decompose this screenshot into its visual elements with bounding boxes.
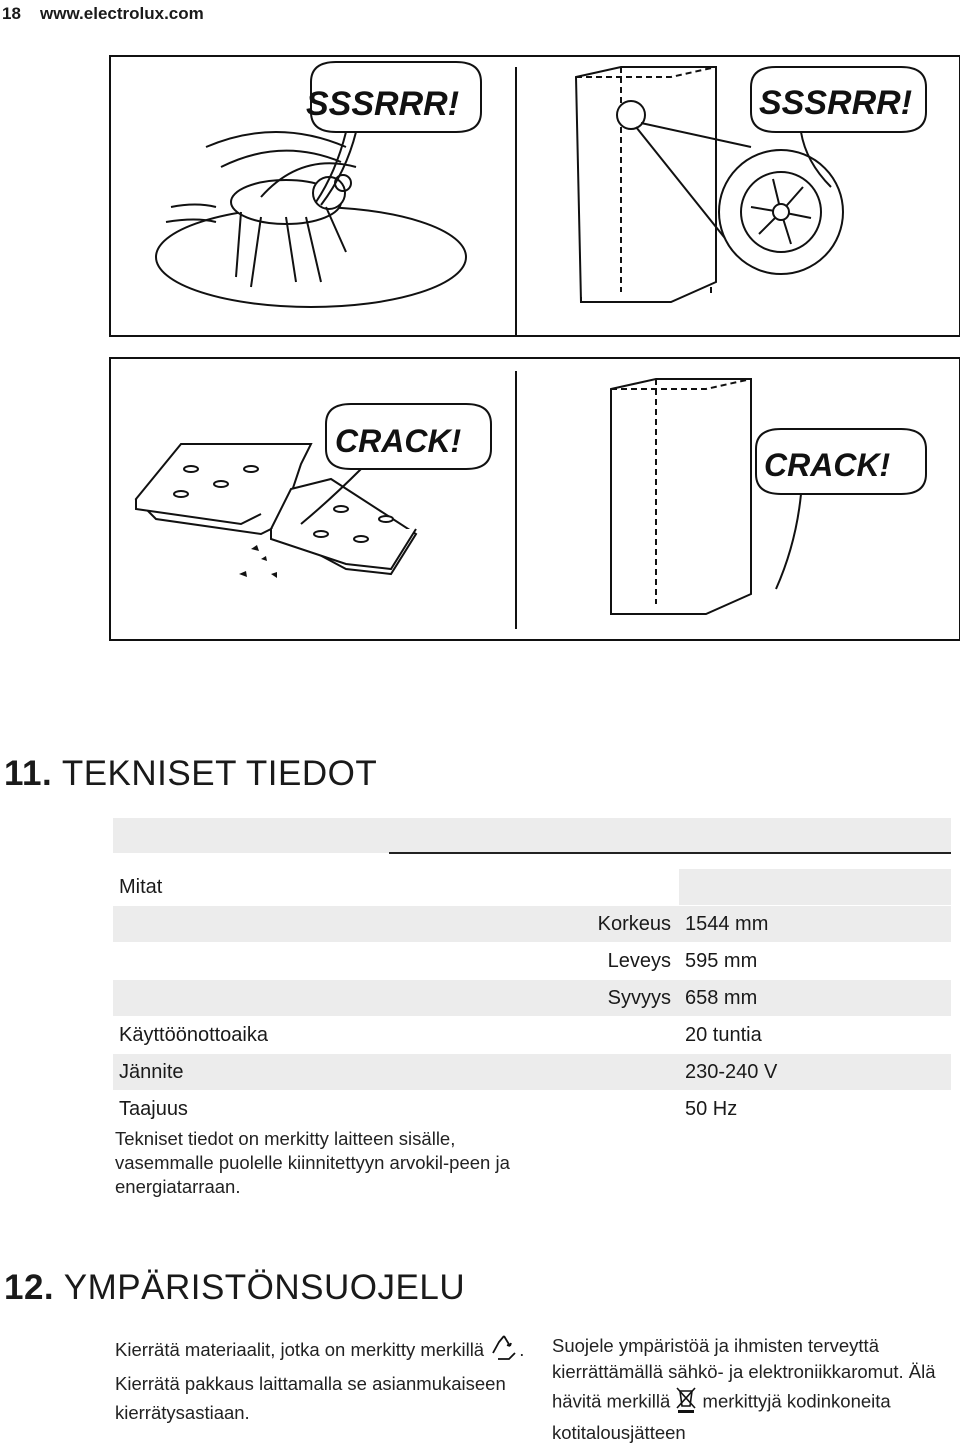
spec-label: Syvyys <box>389 980 679 1017</box>
recycle-icon <box>489 1333 519 1369</box>
right-speech-bubble-2 <box>756 429 926 589</box>
mitat-label: Mitat <box>113 869 389 906</box>
spec-table <box>113 818 951 1128</box>
right-bubble-text-2: CRACK! <box>764 447 891 483</box>
spec-value: 595 mm <box>679 943 951 980</box>
weee-text-2: merkittyjä kodinkoneita kotitalousjätteen <box>552 1390 891 1443</box>
crack-illustration <box>111 359 959 639</box>
spec-value: 1544 mm <box>679 906 951 943</box>
table-row <box>113 1054 951 1091</box>
weee-text-1: Suojele ympäristöä ja ihmisten terveyttä kierrättämällä sähkö- ja elektroniikkaromut. Älä hävitä merkillä <box>552 1335 936 1412</box>
illustration-noise-panel <box>109 55 960 337</box>
spec-label: Korkeus <box>389 906 679 943</box>
spec-note: Tekniset tiedot on merkitty laitteen sisälle, vasemmalle puolelle kiinnitettyyn arvokil-peen ja energiatarraan. <box>115 1128 510 1197</box>
table-header-row <box>113 818 951 853</box>
section-12-heading <box>4 1268 465 1308</box>
table-row <box>113 1017 951 1054</box>
recycling-paragraph <box>115 1333 525 1427</box>
ice-fragments <box>239 545 277 578</box>
website-url[interactable]: www.electrolux.com <box>40 4 204 23</box>
appliance-outline-2 <box>611 379 751 614</box>
weee-paragraph <box>552 1333 942 1446</box>
crossed-bin-icon <box>675 1385 697 1420</box>
section-11-heading <box>4 754 377 794</box>
section-11-number: 11. <box>4 754 53 793</box>
table-divider-row <box>113 853 951 869</box>
recycling-text-2: . Kierrätä pakkaus laittamalla se asianmukaiseen kierrätysastiaan. <box>115 1338 525 1423</box>
fly-illustration <box>156 132 466 307</box>
table-row <box>113 980 951 1017</box>
spec-value: 230-240 V <box>679 1054 951 1091</box>
table-row <box>113 869 951 906</box>
table-row <box>113 943 951 980</box>
table-row <box>113 906 951 943</box>
spec-value: 50 Hz <box>679 1091 951 1128</box>
spec-label: Jännite <box>113 1054 389 1091</box>
noise-illustration <box>111 57 959 335</box>
spec-label: Taajuus <box>113 1091 389 1128</box>
left-bubble-text: SSSRRR! <box>306 85 460 123</box>
section-12-number: 12. <box>4 1268 55 1307</box>
left-bubble-text-2: CRACK! <box>335 423 462 459</box>
spec-label: Käyttöönottoaika <box>113 1017 389 1054</box>
recycling-text-1: Kierrätä materiaalit, jotka on merkitty merkillä <box>115 1338 485 1360</box>
right-bubble-text: SSSRRR! <box>759 84 913 122</box>
illustration-crack-panel <box>109 357 960 641</box>
appliance-outline <box>576 67 716 303</box>
table-row <box>113 1091 951 1128</box>
section-11-title: TEKNISET TIEDOT <box>61 754 378 793</box>
page-number: 18 <box>2 4 21 23</box>
spec-label: Leveys <box>389 943 679 980</box>
spec-value: 658 mm <box>679 980 951 1017</box>
section-12-title: YMPÄRISTÖNSUOJELU <box>63 1268 466 1307</box>
spec-value: 20 tuntia <box>679 1017 951 1054</box>
